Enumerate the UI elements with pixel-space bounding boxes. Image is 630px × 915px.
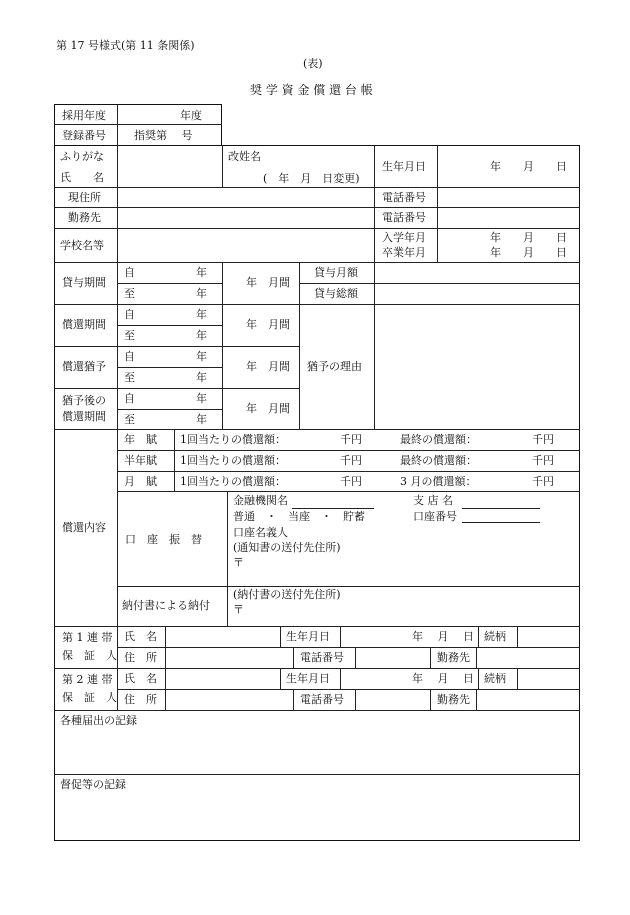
schedule-type: 年 賦 (124, 433, 157, 446)
divider (293, 689, 294, 710)
to-label: 至 (124, 287, 135, 300)
guarantor-name-label: 氏 名 (124, 630, 157, 643)
unit-label: 千円 (340, 454, 362, 467)
loan-period-label: 貸与期間 (62, 276, 106, 289)
year-label: 年 (196, 329, 207, 342)
from-label: 自 (124, 392, 135, 405)
divider (54, 626, 580, 627)
divider (117, 471, 580, 472)
divider (54, 668, 580, 669)
guarantor-birth-value: 年 月 日 (412, 672, 474, 685)
divider (54, 388, 299, 389)
divider (476, 647, 477, 668)
year-label: 年 (196, 266, 207, 279)
guarantor-2-label: 第 2 連 帯 (62, 673, 113, 686)
loan-duration: 年 月間 (246, 276, 290, 289)
registration-label: 登録番号 (62, 129, 106, 142)
phone-label-2: 電話番号 (382, 211, 426, 224)
divider (374, 145, 375, 262)
divider (430, 647, 431, 668)
enroll-label: 入学年月 (382, 231, 426, 244)
divider (54, 304, 580, 305)
postal-mark: 〒 (233, 556, 244, 569)
divider (54, 228, 580, 229)
workplace-label: 勤務先 (68, 211, 101, 224)
guarantor-relation-label: 続柄 (484, 672, 506, 685)
divider (54, 262, 580, 263)
divider (355, 689, 356, 710)
per-payment-label: 1回当たりの償還額： (180, 475, 286, 488)
divider (117, 689, 580, 690)
divider (355, 647, 356, 668)
final-payment-label: 最終の償還額： (400, 454, 477, 467)
divider (54, 207, 580, 208)
divider (293, 647, 294, 668)
guarantor-name-label: 氏 名 (124, 672, 157, 685)
after-deferral-label-2: 償還期間 (62, 410, 106, 423)
deferral-reason-label: 猶予の理由 (307, 360, 362, 373)
payslip-address-label: (納付書の送付先住所) (233, 588, 341, 601)
divider (430, 689, 431, 710)
divider (222, 262, 223, 429)
divider (299, 283, 580, 284)
final-payment-label: 最終の償還額： (400, 433, 477, 446)
postal-mark-2: 〒 (233, 603, 244, 616)
divider (54, 346, 299, 347)
divider (117, 491, 580, 492)
name-change-date: ( 年 月 日変更) (263, 172, 360, 185)
monthly-amount-label: 貸与月額 (314, 266, 358, 279)
birth-label: 生年月日 (382, 160, 426, 173)
divider (280, 668, 281, 689)
year-label: 年 (196, 287, 207, 300)
schedule-type: 半年賦 (124, 454, 157, 467)
graduate-label: 卒業年月 (382, 246, 426, 259)
account-number-underline (462, 522, 540, 523)
repayment-label: 償還内容 (62, 521, 106, 534)
divider (165, 626, 166, 710)
repay-period-label: 償還期間 (62, 318, 106, 331)
guarantor-workplace-label: 勤務先 (437, 651, 470, 664)
divider (117, 283, 222, 284)
branch-label: 支 店 名 (413, 494, 453, 507)
divider (222, 145, 223, 187)
graduate-value: 年 月 日 (490, 246, 567, 259)
from-label: 自 (124, 266, 135, 279)
divider (54, 187, 580, 188)
adoption-year-suffix: 年度 (180, 109, 202, 122)
guarantor-phone-label: 電話番号 (300, 693, 344, 706)
guarantor-relation-label: 続柄 (484, 630, 506, 643)
unit-label: 千円 (532, 475, 554, 488)
divider (117, 450, 580, 451)
from-label: 自 (124, 308, 135, 321)
divider (54, 774, 580, 775)
guarantor-address-label: 住 所 (124, 651, 157, 664)
guarantor-birth-label: 生年月日 (286, 630, 330, 643)
transfer-label: 口 座 振 替 (125, 533, 202, 546)
divider (54, 124, 222, 125)
after-deferral-duration: 年 月間 (246, 402, 290, 415)
year-label: 年 (196, 413, 207, 426)
divider (54, 429, 580, 430)
repay-duration: 年 月間 (246, 318, 290, 331)
birth-value: 年 月 日 (490, 160, 567, 173)
registration-value: 指奨第 号 (134, 129, 193, 142)
year-label: 年 (196, 371, 207, 384)
divider (478, 626, 479, 647)
guarantor-workplace-label: 勤務先 (437, 693, 470, 706)
divider (117, 626, 118, 710)
divider (117, 262, 118, 429)
divider (476, 689, 477, 710)
to-label: 至 (124, 371, 135, 384)
divider (299, 262, 300, 429)
phone-label: 電話番号 (382, 191, 426, 204)
divider (517, 668, 518, 689)
adoption-year-label: 採用年度 (62, 109, 106, 122)
divider (117, 429, 118, 626)
account-number-label: 口座番号 (413, 510, 457, 523)
page-title: 奨 学 資 金 償 還 台 帳 (250, 83, 373, 97)
divider (340, 668, 341, 689)
after-deferral-label-1: 猶予後の (62, 394, 106, 407)
divider (437, 145, 438, 262)
final-payment-label: 3 月の償還額： (400, 475, 477, 488)
name-label: 氏 名 (60, 171, 104, 184)
year-label: 年 (196, 392, 207, 405)
divider (117, 104, 118, 146)
bank-underline (292, 508, 374, 509)
year-label: 年 (196, 308, 207, 321)
schedule-type: 月 賦 (124, 475, 157, 488)
guarantor-phone-label: 電話番号 (300, 651, 344, 664)
unit-label: 千円 (340, 475, 362, 488)
divider (117, 145, 118, 262)
divider (374, 262, 375, 429)
notice-address-label: (通知書の送付先住所) (233, 541, 341, 554)
divider (117, 586, 580, 587)
divider (54, 710, 580, 711)
name-change-label: 改姓名 (228, 150, 261, 163)
notifications-record-label: 各種届出の記録 (60, 714, 137, 727)
account-holder-label: 口座名義人 (233, 526, 288, 539)
guarantor-birth-value: 年 月 日 (412, 630, 474, 643)
divider (117, 325, 222, 326)
divider (340, 626, 341, 647)
per-payment-label: 1回当たりの償還額： (180, 433, 286, 446)
guarantor-1-label: 第 1 連 帯 (62, 631, 113, 644)
divider (174, 429, 175, 491)
guarantor-address-label: 住 所 (124, 693, 157, 706)
account-types: 普通 ・ 当座 ・ 貯蓄 (233, 510, 365, 523)
total-amount-label: 貸与総額 (314, 287, 358, 300)
furigana-label: ふりがな (60, 150, 104, 163)
demands-record-label: 督促等の記録 (60, 778, 126, 791)
branch-underline (462, 508, 540, 509)
divider (117, 647, 580, 648)
unit-label: 千円 (340, 433, 362, 446)
divider (280, 626, 281, 647)
year-label: 年 (196, 350, 207, 363)
payslip-label: 納付書による納付 (122, 599, 210, 612)
unit-label: 千円 (532, 454, 554, 467)
guarantor-2-label: 保 証 人 (62, 691, 117, 704)
deferral-duration: 年 月間 (246, 360, 290, 373)
to-label: 至 (124, 329, 135, 342)
divider (117, 409, 222, 410)
deferral-label: 償還猶予 (62, 360, 106, 373)
divider (227, 491, 228, 626)
per-payment-label: 1回当たりの償還額： (180, 454, 286, 467)
address-label: 現住所 (68, 191, 101, 204)
divider (478, 668, 479, 689)
enroll-value: 年 月 日 (490, 231, 567, 244)
to-label: 至 (124, 413, 135, 426)
school-label: 学校名等 (60, 239, 104, 252)
divider (117, 367, 222, 368)
unit-label: 千円 (532, 433, 554, 446)
bank-label: 金融機関名 (233, 494, 288, 507)
from-label: 自 (124, 350, 135, 363)
side-label: (表) (303, 57, 323, 70)
guarantor-birth-label: 生年月日 (286, 672, 330, 685)
form-number: 第 17 号様式(第 11 条関係) (56, 39, 195, 52)
divider (517, 626, 518, 647)
guarantor-1-label: 保 証 人 (62, 649, 117, 662)
